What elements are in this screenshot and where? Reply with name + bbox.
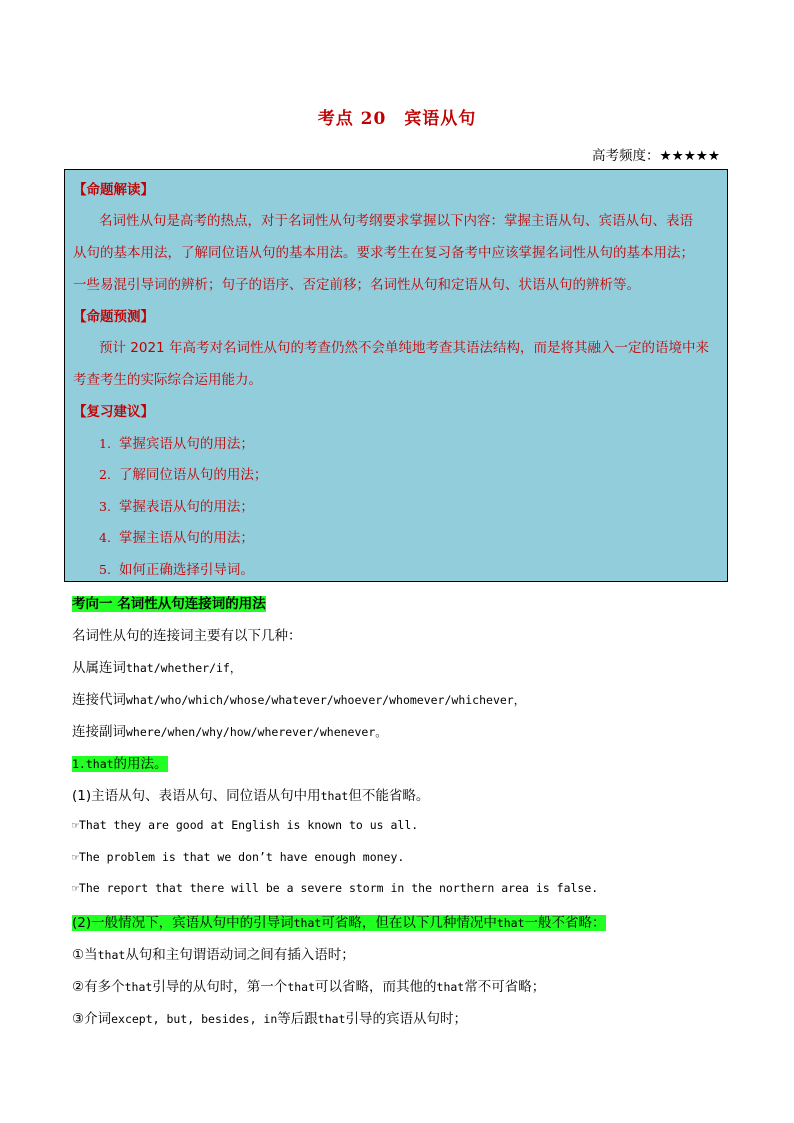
rule-keyword: that [293,916,322,930]
case-keyword: except, but, besides, in [111,1012,278,1026]
case-text: ①当 [72,947,98,963]
conjunction-line [72,656,241,676]
suggestion-item [99,526,254,546]
conjunction-words: that/whether/if， [126,661,242,675]
section-head-interpretation: 【命题解读】 [73,182,154,198]
case-line [72,943,355,963]
case-text: 引导的宾语从句时； [345,1011,467,1027]
suggestion-text: 了解同位语从句的用法； [118,467,268,483]
conjunction-line [72,688,525,708]
section-head-prediction: 【命题预测】 [73,309,154,325]
conjunction-label: 从属连词 [72,660,126,676]
prediction-line: 考查考生的实际综合运用能力。 [73,372,262,388]
suggestion-text: 掌握表语从句的用法； [118,499,254,515]
star-icon: ★★★★★ [659,148,720,164]
rule-text: (1)主语从句、表语从句、同位语从句中用 [72,788,321,804]
suggestion-item [99,558,254,578]
case-keyword: that [317,1012,346,1026]
case-keyword: that [97,948,126,962]
section-head-suggestions: 【复习建议】 [73,404,154,420]
subheading-highlight [72,756,168,772]
case-text: ②有多个 [72,979,125,995]
case-text: 从句和主句谓语动词之间有插入语时； [125,947,355,963]
subheading-number: 1.that [72,757,114,771]
prediction-line: 预计 2021 年高考对名词性从句的考查仍然不会单纯地考查其语法结构，而是将其融入一定的语境中来 [99,340,709,356]
interpretation-line: 一些易混引导词的辨析；句子的语序、否定前移；名词性从句和定语从句、状语从句的辨析等。 [73,277,640,293]
conjunction-label: 连接副词 [72,724,126,740]
suggestion-item [99,432,254,452]
section-heading [72,592,266,612]
case-text: ③介词 [72,1011,112,1027]
example-sentence: ☞The problem is that we don’t have enough money. [72,850,405,864]
heading-highlight: 考向一 名词性从句连接词的用法 [72,596,266,612]
subheading-text: 的用法。 [113,756,168,772]
case-line [72,1007,467,1027]
page-title: 考点 20 宾语从句 [317,109,477,129]
example-sentence: ☞The report that there will be a severe storm in the northern area is false. [72,881,599,895]
exam-analysis-box [64,169,728,582]
case-text: 可以省略，而其他的 [315,979,437,995]
conjunction-words: what/who/which/whose/whatever/whoever/whomever/whichever， [126,693,526,707]
case-keyword: that [436,980,465,994]
interpretation-line: 从句的基本用法，了解同位语从句的基本用法。要求考生在复习备考中应该掌握名词性从句的基本用法； [73,245,694,261]
rule-keyword: that [496,916,525,930]
conjunction-words: where/when/why/how/wherever/whenever。 [126,725,387,739]
conjunction-label: 连接代词 [72,692,126,708]
rule-text: 可省略，但在以下几种情况中 [321,915,497,931]
frequency-label: 高考频度： [591,148,660,164]
suggestion-number: 1. [99,436,111,451]
case-keyword: that [287,980,316,994]
case-text: 引导的从句时，第一个 [152,979,288,995]
interpretation-line: 名词性从句是高考的热点，对于名词性从句考纲要求掌握以下内容：掌握主语从句、宾语从句、表语 [99,213,693,229]
rule-text: (2)一般情况下，宾语从句中的引导词 [72,915,294,931]
suggestion-number: 2. [99,467,111,482]
suggestion-number: 5. [99,562,111,577]
case-line [72,975,545,995]
subheading-that [72,752,168,772]
case-text: 常不可省略； [464,979,546,995]
rule-line-highlighted [72,911,606,931]
suggestion-item [99,495,254,515]
example-sentence: ☞That they are good at English is known to us all. [72,818,419,832]
suggestion-text: 如何正确选择引导词。 [118,562,254,578]
rule-keyword: that [320,789,349,803]
suggestion-item [99,463,267,483]
rule-text: 但不能省略。 [348,788,430,804]
conjunction-line [72,720,387,740]
rule-text: 一般不省略： [524,915,606,931]
rule-line [72,784,429,804]
frequency-rating [592,144,720,164]
suggestion-number: 4. [99,530,111,545]
case-text: 等后跟 [277,1011,318,1027]
intro-text: 名词性从句的连接词主要有以下几种： [72,628,302,644]
suggestion-text: 掌握主语从句的用法； [118,530,254,546]
case-keyword: that [124,980,153,994]
suggestion-text: 掌握宾语从句的用法； [118,436,254,452]
rule-highlight [72,915,606,931]
suggestion-number: 3. [99,499,111,514]
